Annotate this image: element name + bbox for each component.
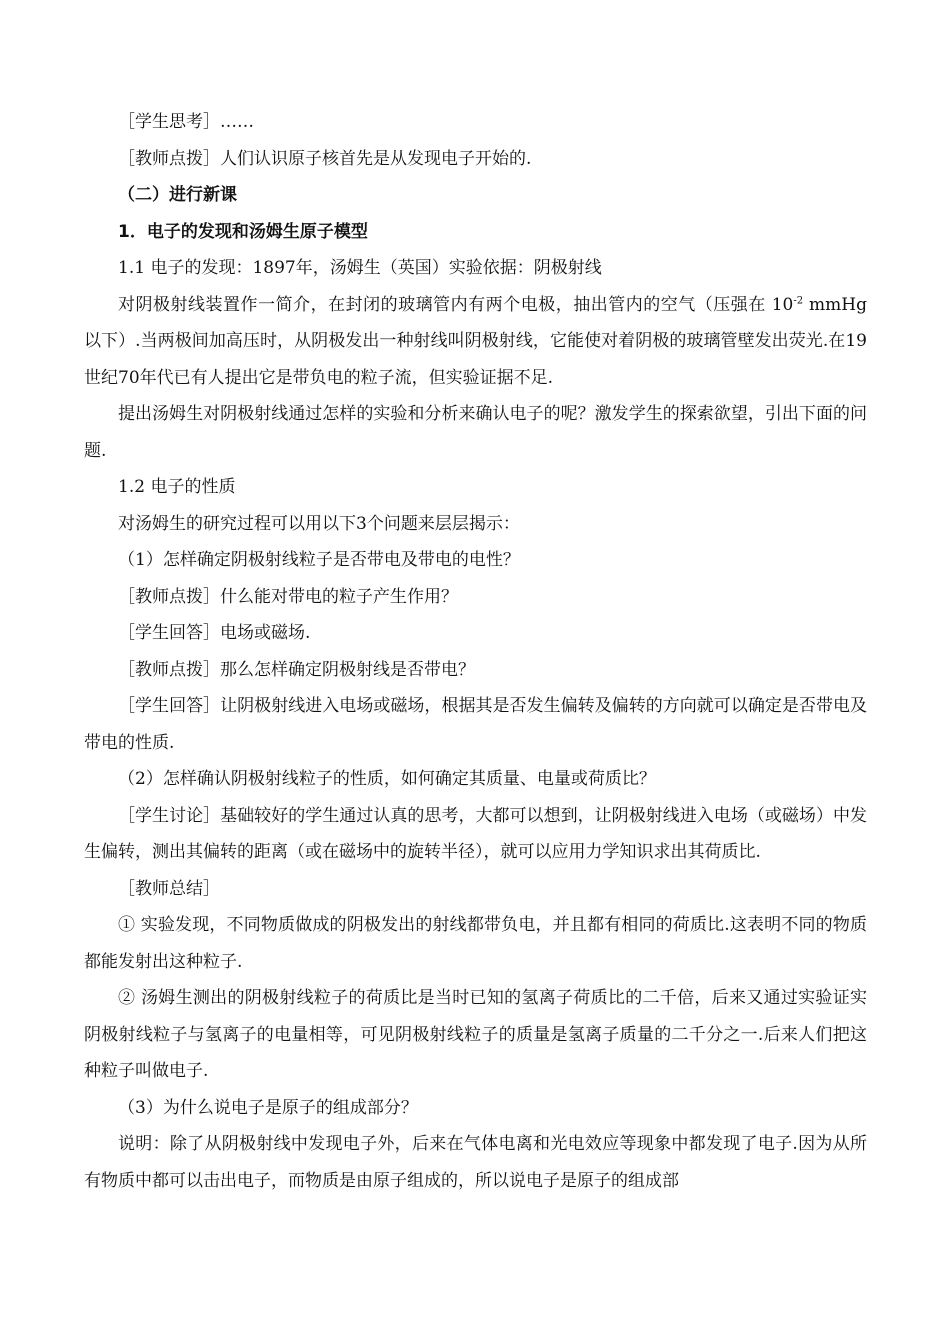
paragraph-summary-point-1: ① 实验发现，不同物质做成的阴极发出的射线都带负电，并且都有相同的荷质比.这表明不同的物质都能发射出这种粒子. [84,915,867,972]
paragraph-three-questions: 对汤姆生的研究过程可以用以下3个问题来层层揭示： [118,513,520,534]
section-heading-new-lesson: （二）进行新课 [118,185,237,205]
paragraph-student-answer-1: ［学生回答］电场或磁场. [118,623,311,643]
paragraph-cathode-ray-intro [84,287,867,397]
paragraph-teacher-hint-2: ［教师点拨］什么能对带电的粒子产生作用？ [118,586,458,607]
paragraph-question-3: （3）为什么说电子是原子的组成部分？ [118,1097,418,1118]
paragraph-teacher-hint-1: ［教师点拨］人们认识原子核首先是从发现电子开始的. [118,148,532,169]
document-page [84,104,867,1199]
paragraph-student-answer-2: ［学生回答］让阴极射线进入电场或磁场，根据其是否发生偏转及偏转的方向就可以确定是否带电及带电的性质. [84,696,867,753]
paragraph-student-thinking: ［学生思考］…… [118,112,254,132]
paragraph-1-1: 1.1 电子的发现：1897年，汤姆生（英国）实验依据：阴极射线 [118,258,602,278]
paragraph-question-1: （1）怎样确定阴极射线粒子是否带电及带电的电性？ [118,550,520,570]
paragraph-question-2: （2）怎样确认阴极射线粒子的性质，如何确定其质量、电量或荷质比？ [118,769,656,789]
paragraph-cathode-ray-part-a: 对阴极射线装置作一简介，在封闭的玻璃管内有两个电极，抽出管内的空气（压强在 10 [118,294,794,315]
paragraph-teacher-hint-3: ［教师点拨］那么怎样确定阴极射线是否带电？ [118,659,475,680]
section-heading-electron-discovery: 1．电子的发现和汤姆生原子模型 [118,221,368,242]
paragraph-question-intro: 提出汤姆生对阴极射线通过怎样的实验和分析来确认电子的呢？激发学生的探索欲望，引出下面的问题. [84,404,867,461]
paragraph-teacher-summary: ［教师总结］ [118,878,220,899]
superscript-exponent: -2 [793,294,804,306]
paragraph-student-discussion: ［学生讨论］基础较好的学生通过认真的思考，大都可以想到，让阴极射线进入电场（或磁场）中发生偏转，测出其偏转的距离（或在磁场中的旋转半径），就可以应用力学知识求出其荷质比. [84,805,867,862]
paragraph-summary-point-2: ② 汤姆生测出的阴极射线粒子的荷质比是当时已知的氢离子荷质比的二千倍，后来又通过实验证实阴极射线粒子与氢离子的电量相等，可见阴极射线粒子的质量是氢离子质量的二千分之一.后来人们把这种粒子叫做电子. [84,988,867,1081]
paragraph-1-2: 1.2 电子的性质 [118,477,236,497]
paragraph-cathode-ray-part-b: mmHg 以下）.当两极间加高压时，从阴极发出一种射线叫阴极射线，它能使对着阴极的玻璃管壁发出荧光.在19世纪70年代已有人提出它是带负电的粒子流，但实验证据不足. [84,294,867,388]
paragraph-explanation: 说明：除了从阴极射线中发现电子外，后来在气体电离和光电效应等现象中都发现了电子.因为从所有物质中都可以击出电子，而物质是由原子组成的，所以说电子是原子的组成部 [84,1134,867,1191]
